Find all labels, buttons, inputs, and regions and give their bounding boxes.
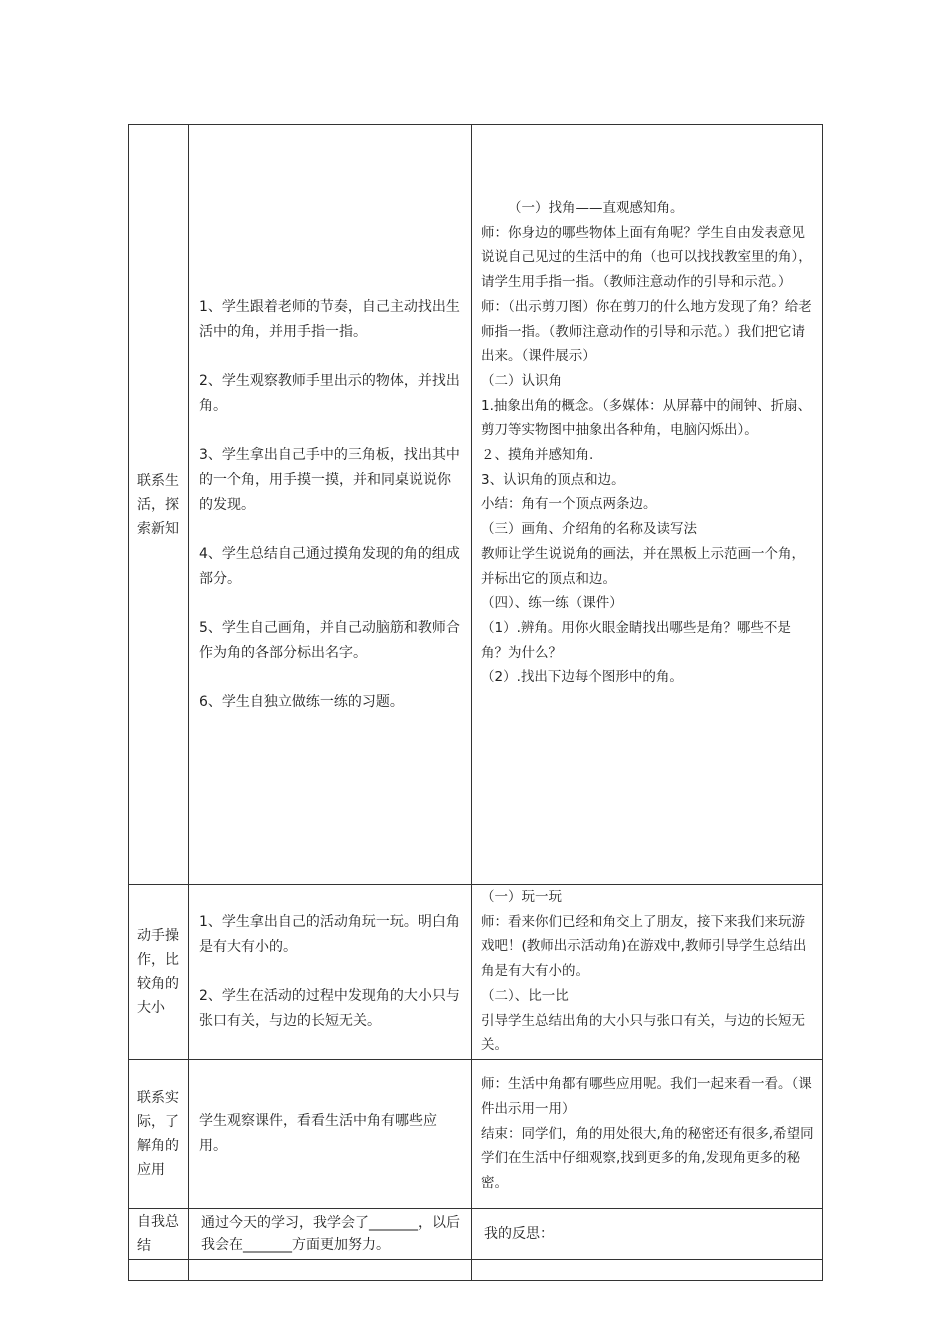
teacher-line: （一）找角——直观感知角。 <box>508 200 684 216</box>
teacher-line: （二）认识角 <box>481 372 562 389</box>
student-step: 1、学生跟着老师的节奏，自己主动找出生活中的角，并用手指一指。 <box>199 298 460 340</box>
teacher-line: 3、认识角的顶点和边。 <box>481 471 625 488</box>
stage-label: 联系生活，探索新知 <box>137 472 179 537</box>
teacher-activity-cell <box>472 125 823 885</box>
student-step: 1、学生拿出自己的活动角玩一玩。明白角是有大有小的。 <box>199 914 460 955</box>
teacher-line: 教师让学生说说角的画法，并在黑板上示范画一个角，并标出它的顶点和边。 <box>481 545 805 587</box>
table-row <box>129 1260 823 1281</box>
stage-label: 自我总结 <box>137 1214 179 1254</box>
student-activity-cell <box>189 1060 472 1209</box>
teacher-line: （二）、比一比 <box>481 987 569 1004</box>
teacher-activity-cell <box>472 1060 823 1209</box>
table-row <box>129 125 823 885</box>
teacher-line: 引导学生总结出角的大小只与张口有关，与边的长短无关。 <box>481 1012 805 1054</box>
stage-cell <box>129 885 189 1060</box>
student-step: 3、学生拿出自己手中的三角板，找出其中的一个角，用手摸一摸，并和同桌说说你的发现。 <box>199 446 460 513</box>
summary-fill-in-cell: 通过今天的学习，我学会了_______，以后我会在_______方面更加努力。 <box>189 1209 472 1260</box>
teacher-line: 结束：同学们，角的用处很大,角的秘密还有很多,希望同学们在生活中仔细观察,找到更多的角,发现角更多的秘密。 <box>481 1125 814 1192</box>
teacher-line: （1）.辨角。用你火眼金睛找出哪些是角？哪些不是角？为什么？ <box>481 619 791 661</box>
empty-cell <box>189 1260 472 1281</box>
teacher-line: （一）玩一玩 <box>481 889 562 905</box>
table-row <box>129 885 823 1060</box>
stage-label: 动手操作，比较角的大小 <box>137 928 179 1016</box>
teacher-line: （2）.找出下边每个图形中的角。 <box>481 669 683 686</box>
teacher-line: ２、摸角并感知角. <box>481 447 594 464</box>
stage-cell <box>129 1209 189 1260</box>
empty-cell <box>472 1260 823 1281</box>
lesson-plan-table <box>128 124 823 1281</box>
teacher-line: （三）画角、介绍角的名称及读写法 <box>481 521 697 538</box>
stage-cell <box>129 125 189 885</box>
student-step: 4、学生总结自己通过摸角发现的角的组成部分。 <box>199 545 460 587</box>
teacher-line: （四）、练一练（课件） <box>481 595 623 612</box>
student-step: 6、学生自独立做练一练的习题。 <box>199 693 404 710</box>
teacher-line: 师：你身边的哪些物体上面有角呢？学生自由发表意见说说自己见过的生活中的角（也可以找找教室里的角），请学生用手指一指。（教师注意动作的引导和示范。） <box>481 224 812 291</box>
teacher-line: 师：（出示剪刀图）你在剪刀的什么地方发现了角？给老师指一指。（教师注意动作的引导和示范。）我们把它请出来。（课件展示） <box>481 298 812 365</box>
stage-cell <box>129 1060 189 1209</box>
student-step: 2、学生在活动的过程中发现角的大小只与张口有关，与边的长短无关。 <box>199 988 460 1029</box>
student-activity-cell <box>189 885 472 1060</box>
teacher-line: 师：生活中角都有哪些应用呢。我们一起来看一看。（课件出示用一用） <box>481 1076 812 1117</box>
student-activity-cell <box>189 125 472 885</box>
student-step: 学生观察课件，看看生活中角有哪些应用。 <box>199 1113 437 1154</box>
stage-label: 联系实际，了解角的应用 <box>137 1090 179 1178</box>
table-row <box>129 1060 823 1209</box>
reflection-cell: 我的反思： <box>472 1209 823 1260</box>
teacher-activity-cell <box>472 885 823 1060</box>
student-step: 5、学生自己画角，并自己动脑筋和教师合作为角的各部分标出名字。 <box>199 619 460 661</box>
empty-cell <box>129 1260 189 1281</box>
teacher-line: 师：看来你们已经和角交上了朋友，接下来我们来玩游戏吧！(教师出示活动角)在游戏中,教师引导学生总结出角是有大有小的。 <box>481 913 807 980</box>
table-row <box>129 1209 823 1260</box>
teacher-line: 1.抽象出角的概念。（多媒体：从屏幕中的闹钟、折扇、剪刀等实物图中抽象出各种角，电脑闪烁出）。 <box>481 397 812 439</box>
student-step: 2、学生观察教师手里出示的物体，并找出角。 <box>199 372 460 414</box>
teacher-line: 小结：角有一个顶点两条边。 <box>481 496 657 513</box>
